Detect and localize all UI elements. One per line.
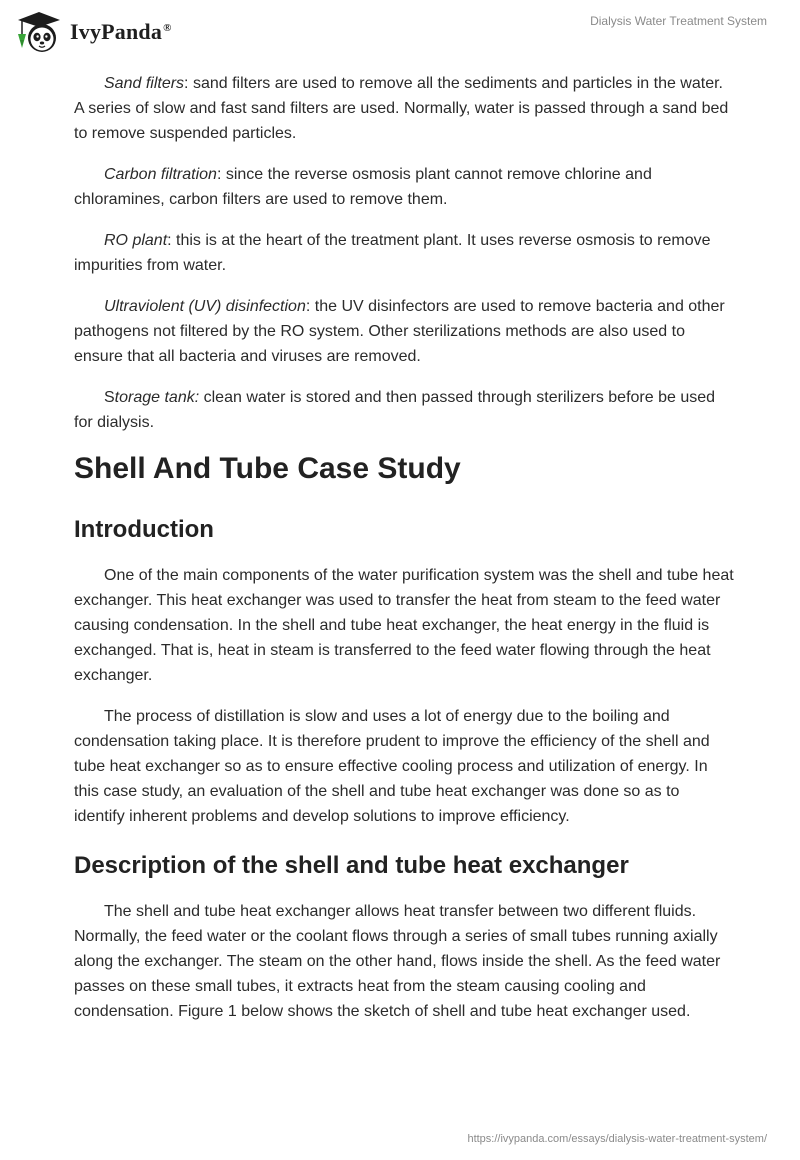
introduction-heading: Introduction — [74, 516, 214, 543]
brand-name: IvyPanda® — [70, 19, 172, 44]
brand-logo[interactable] — [14, 8, 172, 56]
description-heading: Description of the shell and tube heat exchanger — [74, 852, 629, 879]
list-item — [74, 162, 734, 212]
panda-logo-icon — [14, 10, 64, 54]
list-item — [74, 71, 734, 146]
list-item-text: : since the reverse osmosis plant cannot remove chlorine and chloramines, carbon filters are used to remove them. — [74, 166, 652, 208]
intro-paragraph: One of the main components of the water purification system was the shell and tube heat exchanger. This heat exchanger was used to transfer the heat from steam to the feed water causing condensation. In the shell and tube heat exchanger, the heat energy in the fluid is exchanged. That is, heat in steam is transferred to the feed water flowing through the heat exchanger. — [74, 567, 734, 684]
list-item-text: : sand filters are used to remove all the sediments and particles in the water. A series of slow and fast sand filters are used. Normally, water is passed through a sand bed to remove suspended particles. — [74, 75, 729, 142]
list-item-term: RO plant — [104, 232, 168, 249]
page-header — [0, 0, 800, 64]
intro-paragraph: The process of distillation is slow and uses a lot of energy due to the boiling and condensation taking place. It is therefore prudent to improve the efficiency of the shell and tube heat exchanger so as to ensure effective cooling process and utilization of energy. In this case study, an evaluation of the shell and tube heat exchanger was done so as to identify inherent problems and develop solutions to improve efficiency. — [74, 708, 710, 825]
list-item — [74, 385, 734, 435]
list-item-text: : the UV disinfectors are used to remove bacteria and other pathogens not filtered by the RO system. Other sterilizations methods are also used to ensure that all bacteria and viruses are removed. — [74, 298, 725, 365]
document-title: Dialysis Water Treatment System — [590, 14, 767, 28]
case-study-title: Shell And Tube Case Study — [74, 452, 461, 485]
list-item-term-prefix: S — [104, 389, 115, 406]
registered-mark: ® — [163, 21, 172, 34]
article-content — [74, 71, 734, 1040]
list-item-term: Carbon filtration — [104, 166, 217, 183]
source-url[interactable]: https://ivypanda.com/essays/dialysis-water-treatment-system/ — [467, 1133, 767, 1145]
list-item-term: Sand filters — [104, 75, 185, 92]
list-item-term: Ultraviolent (UV) disinfection — [104, 298, 306, 315]
list-item-text: : this is at the heart of the treatment plant. It uses reverse osmosis to remove impurities from water. — [74, 232, 711, 274]
list-item — [74, 228, 734, 278]
list-item-term: torage tank: — [114, 389, 200, 406]
description-paragraph: The shell and tube heat exchanger allows heat transfer between two different fluids. Normally, the feed water or the coolant flows through a series of small tubes running axially along the exchanger. The steam on the other hand, flows inside the shell. As the feed water passes on these small tubes, it extracts heat from the steam causing cooling and condensation. Figure 1 below shows the sketch of shell and tube heat exchanger used. — [74, 903, 721, 1020]
list-item — [74, 294, 734, 369]
list-item-text: clean water is stored and then passed through sterilizers before be used for dialysis. — [74, 389, 716, 431]
